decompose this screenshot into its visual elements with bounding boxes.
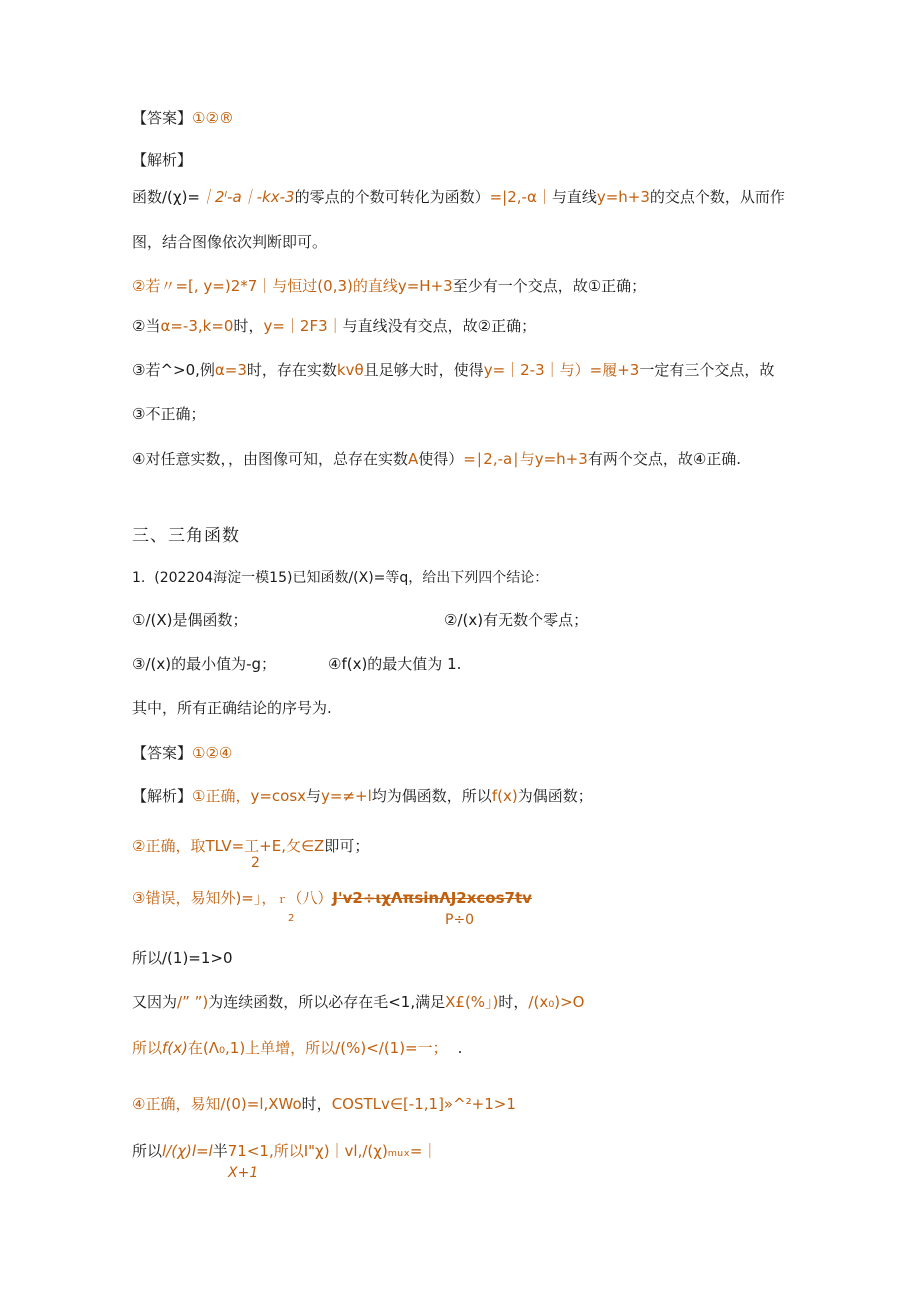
text: 所以/(1)=1>0 (132, 949, 233, 967)
text: 又因为 (132, 993, 178, 1011)
math: y=h+3 (534, 450, 588, 468)
statement-1: ①/(X)是偶函数； (132, 611, 248, 629)
math: y=H+3 (397, 277, 453, 295)
text: 使得） (418, 450, 464, 468)
solution-line-8-denominator: X+1 (228, 1165, 259, 1181)
text: 的交点个数，从而作 (649, 188, 785, 206)
math: α=-3,k=0 (160, 317, 234, 335)
analysis-item-4 (132, 449, 741, 469)
solution-line-6 (132, 1038, 462, 1058)
solution-line-2-subscript: 2 (251, 855, 260, 871)
text: ③若^>0,例 (132, 361, 215, 379)
text: 且足够大时，使得 (363, 361, 484, 379)
statement-3: ③/(x)的最小值为-g； (132, 655, 277, 673)
text: ④正确，易知/(0)=l,XWo (132, 1095, 302, 1113)
solution-line-5 (132, 992, 584, 1012)
math: COSTLv∈[-1,1]»^²+1>1 (331, 1095, 516, 1113)
text: 函数/(χ)= (132, 188, 200, 206)
text: 海淀一模 (213, 570, 270, 586)
solution-line-7 (132, 1094, 516, 1114)
text: ②当 (132, 317, 161, 335)
solution-line-8 (132, 1141, 437, 1161)
text: 15)已知函数/(X)=等 (269, 570, 400, 586)
math: TLV=工+E, (205, 837, 286, 855)
math: f(x) (162, 1039, 188, 1057)
statement-2: ②/(x)有无数个零点； (444, 611, 589, 629)
question-1 (132, 568, 548, 588)
text: ②正确，取 (132, 837, 206, 855)
math: A (407, 450, 419, 468)
section-title: 三、三角函数 (132, 526, 240, 546)
math: ｜2ˡ-a｜-kx-3 (200, 188, 295, 206)
statement-4: ④f(x)的最大值为 1. (328, 655, 462, 673)
analysis-paragraph (132, 187, 785, 207)
math: y=h+3 (596, 188, 650, 206)
text: 为偶函数； (517, 787, 593, 805)
answer1-line (132, 108, 234, 128)
question-number: 1. (132, 570, 146, 586)
analysis-item-2 (132, 316, 536, 336)
math: =∣2,-a∣与 (463, 450, 535, 468)
analysis-label: 【解析】 (132, 151, 193, 169)
solution-line-4 (132, 948, 233, 968)
text: ①正确， (192, 787, 251, 805)
text: 与恒过(0,3)的直线 (272, 277, 398, 295)
solution-line-3-sub1: 2 (288, 913, 295, 924)
text: 半 (212, 1142, 228, 1160)
text: 即可； (324, 837, 370, 855)
text: (202204 (154, 570, 214, 586)
analysis-item-3 (132, 360, 774, 380)
math: ｒ (276, 893, 288, 906)
math: α=3 (214, 361, 247, 379)
solution-line-3-sub2: P÷0 (445, 912, 475, 928)
text: ③错误，易知外)=」， (132, 889, 277, 907)
analysis-item-1 (132, 276, 646, 296)
text: 一定有三个交点，故 (639, 361, 775, 379)
math: I"χ)｜vl,/(χ)ₘᵤₓ=｜ (303, 1142, 438, 1160)
text: 时， (301, 1095, 332, 1113)
text: 在(Λ₀,1)上单增，所以/(%)</(1)=一； (187, 1039, 448, 1057)
analysis-item-3-cont: ③不正确； (132, 405, 206, 423)
answer-label: 【答案】 (132, 744, 193, 762)
math: （八） (287, 889, 333, 907)
math: X£(%」) (445, 993, 499, 1011)
analysis-paragraph-cont: 图，结合图像依次判断即可。 (132, 233, 328, 251)
math: 71<1,所以 (227, 1142, 304, 1160)
answer2-line (132, 743, 232, 763)
text: 均为偶函数，所以 (371, 787, 492, 805)
answer-value: ①②® (192, 109, 234, 127)
math: /(x₀)>O (528, 993, 585, 1011)
math: l/(χ)l=l (162, 1142, 213, 1160)
text: 时，存在实数 (246, 361, 337, 379)
math: J'v2÷ιχΛπsinΛJ2xcos7tv (332, 889, 532, 907)
text: 时， (498, 993, 529, 1011)
math: y=｜2F3｜ (263, 317, 343, 335)
solution-line-3 (132, 888, 532, 910)
text: . (457, 1039, 463, 1057)
text: 时， (233, 317, 264, 335)
text: 所以 (132, 1039, 163, 1057)
math: y=｜2-3｜与）=履+3 (483, 361, 640, 379)
math: /” ”) (177, 993, 209, 1011)
question-ask: 其中，所有正确结论的序号为. (132, 699, 332, 717)
text: 与直线 (551, 188, 597, 206)
answer-label: 【答案】 (132, 109, 193, 127)
text: ④对任意实数，，由图像可知，总存在实数 (132, 450, 408, 468)
text: 所以 (132, 1142, 163, 1160)
text: 有两个交点，故④正确. (587, 450, 742, 468)
math: 攵∈Z (285, 837, 325, 855)
text: 至少有一个交点，故①正确； (452, 277, 647, 295)
math: y=cosx (250, 787, 307, 805)
solution-line-1 (132, 786, 593, 806)
text: q，给出下列四个结论： (399, 570, 549, 586)
math: =|2,-α｜ (489, 188, 552, 206)
math: ②若〃=[, y=)2*7｜ (132, 277, 273, 295)
text: 与直线没有交点，故②正确； (342, 317, 537, 335)
answer-value: ①②④ (192, 744, 233, 762)
math: f(x) (491, 787, 518, 805)
text: 与 (306, 787, 322, 805)
math: kvθ (336, 361, 364, 379)
text: 为连续函数，所以必存在毛<1,满足 (208, 993, 446, 1011)
text: 的零点的个数可转化为函数） (294, 188, 490, 206)
analysis-label: 【解析】 (132, 787, 193, 805)
math: y=≠+l (321, 787, 372, 805)
